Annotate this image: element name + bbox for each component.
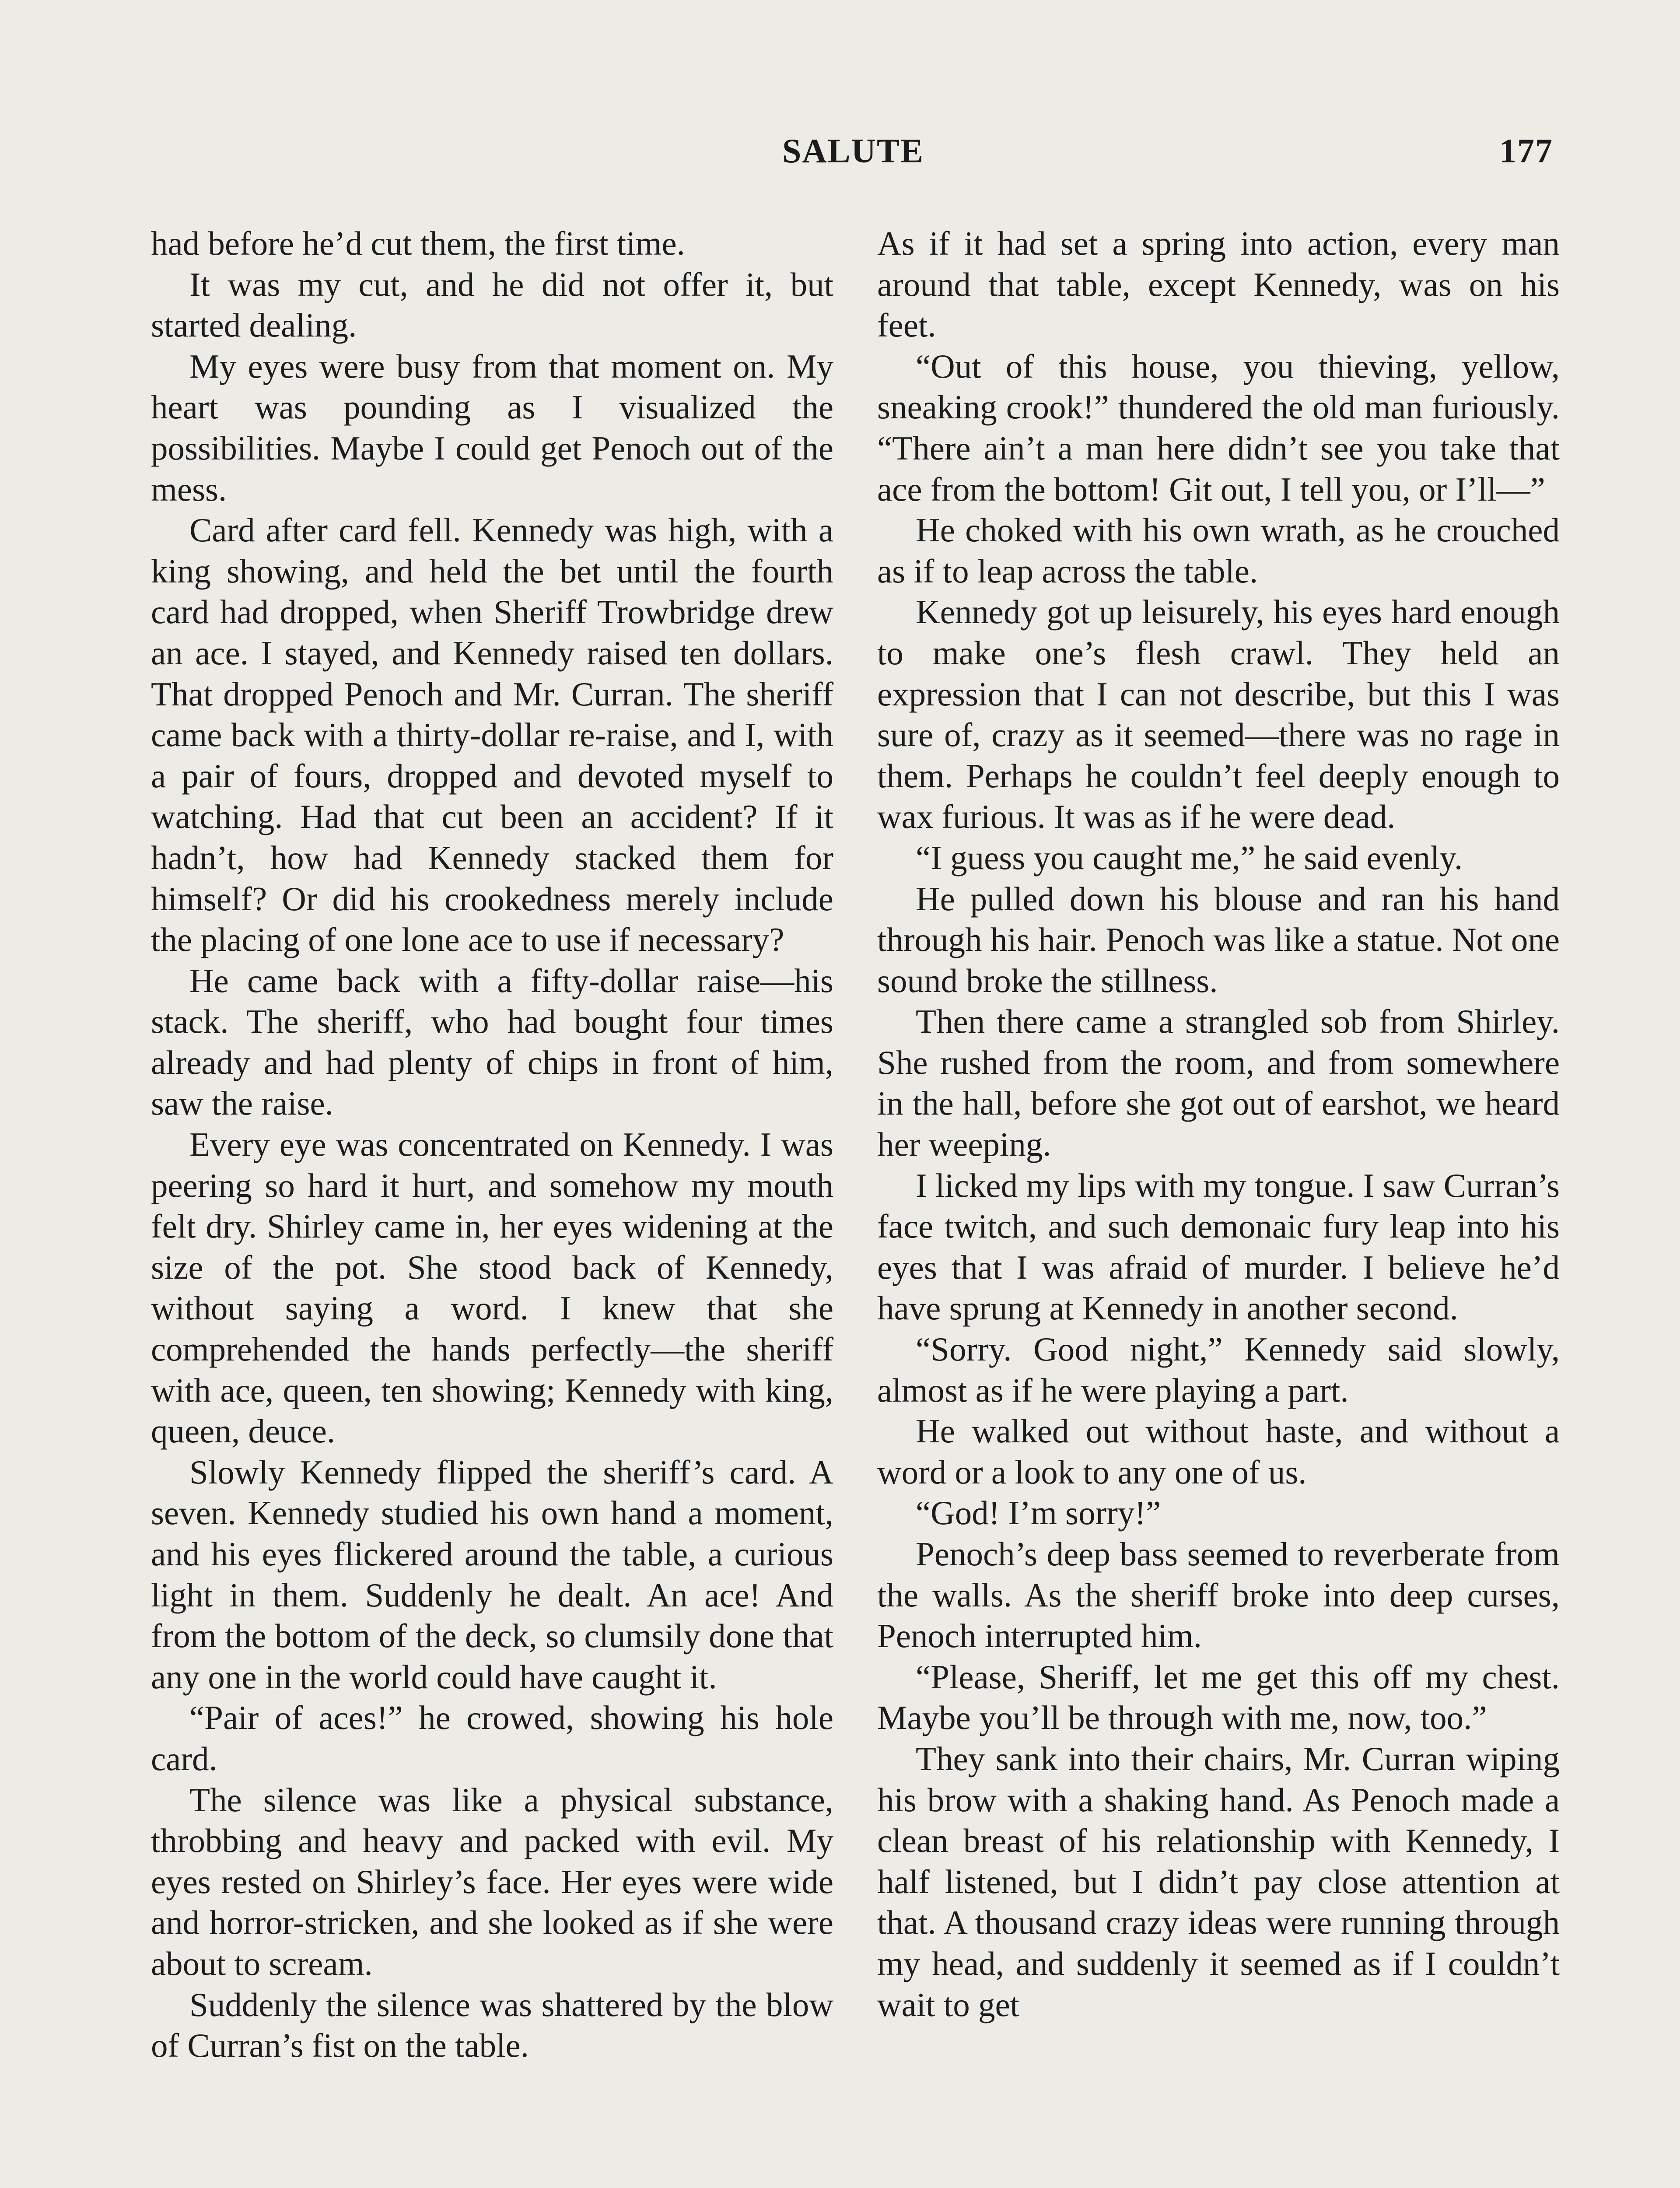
paragraph: Slowly Kennedy flipped the sheriff’s card. A seven. Kennedy studied his own hand a moment, and his eyes flickered around the table, a curious light in them. Suddenly he dealt. An ace! And from the bottom of the deck, so clumsily done that any one in the world could have caught it. <box>151 1453 833 1696</box>
paragraph: He pulled down his blouse and ran his hand through his hair. Penoch was like a statue. Not one sound broke the stillness. <box>877 880 1560 999</box>
left-text-column <box>151 223 833 2066</box>
right-text-column <box>877 223 1560 2025</box>
paragraph: My eyes were busy from that moment on. My heart was pounding as I visualized the possibilities. Maybe I could get Penoch out of the mess. <box>151 347 833 508</box>
paragraph: They sank into their chairs, Mr. Curran wiping his brow with a shaking hand. As Penoch made a clean breast of his relationship with Kennedy, I half listened, but I didn’t pay close attention at that. A thousand crazy ideas were running through my head, and suddenly it seemed as if I couldn’t wait to get <box>877 1739 1560 2023</box>
paragraph: Suddenly the silence was shattered by the blow of Curran’s fist on the table. <box>151 1985 833 2065</box>
paragraph: I licked my lips with my tongue. I saw Curran’s face twitch, and such demonaic fury leap into his eyes that I was afraid of murder. I believe he’d have sprung at Kennedy in another second. <box>877 1166 1560 1327</box>
paragraph: Every eye was concentrated on Kennedy. I was peering so hard it hurt, and somehow my mouth felt dry. Shirley came in, her eyes widening at the size of the pot. She stood back of Kennedy, without saying a word. I knew that she comprehended the hands perfectly—the sheriff with ace, queen, ten showing; Kennedy with king, queen, deuce. <box>151 1126 833 1450</box>
paragraph: Then there came a strangled sob from Shirley. She rushed from the room, and from somewhere in the hall, before she got out of earshot, we heard her weeping. <box>877 1003 1560 1164</box>
paragraph: Penoch’s deep bass seemed to reverberate from the walls. As the sheriff broke into deep curses, Penoch interrupted him. <box>877 1535 1560 1655</box>
page-header <box>153 131 1553 184</box>
paragraph: He walked out without haste, and without a word or a look to any one of us. <box>877 1412 1560 1491</box>
paragraph: “Out of this house, you thieving, yellow, sneaking crook!” thundered the old man furiously. “There ain’t a man here didn’t see you take that ace from the bottom! Git out, I tell you, or I’ll—” <box>877 347 1560 508</box>
paragraph: Kennedy got up leisurely, his eyes hard enough to make one’s flesh crawl. They held an expression that I can not describe, but this I was sure of, crazy as it seemed—there was no rage in them. Perhaps he couldn’t feel deeply enough to wax furious. It was as if he were dead. <box>877 593 1560 836</box>
paragraph: It was my cut, and he did not offer it, but started dealing. <box>151 265 833 344</box>
paragraph: “I guess you caught me,” he said evenly. <box>916 838 1463 877</box>
page-number: 177 <box>1499 132 1553 170</box>
paragraph: He came back with a fifty-dollar raise—his stack. The sheriff, who had bought four times already and had plenty of chips in front of him, saw the raise. <box>151 961 833 1122</box>
paragraph: Card after card fell. Kennedy was high, with a king showing, and held the bet until the fourth card had dropped, when Sheriff Trowbridge drew an ace. I stayed, and Kennedy raised ten dollars. That dropped Penoch and Mr. Curran. The sheriff came back with a thirty-dollar re-raise, and I, with a pair of fours, dropped and devoted myself to watching. Had that cut been an accident? If it hadn’t, how had Kennedy stacked them for himself? Or did his crookedness merely include the placing of one lone ace to use if necessary? <box>151 511 833 959</box>
running-title: SALUTE <box>782 132 924 170</box>
paragraph: He choked with his own wrath, as he crouched as if to leap across the table. <box>877 511 1560 590</box>
paragraph: As if it had set a spring into action, every man around that table, except Kennedy, was on his feet. <box>877 224 1560 344</box>
paragraph: “God! I’m sorry!” <box>916 1494 1161 1532</box>
paragraph: had before he’d cut them, the first time. <box>151 224 685 262</box>
paragraph: “Pair of aces!” he crowed, showing his hole card. <box>151 1699 833 1778</box>
paragraph: “Sorry. Good night,” Kennedy said slowly, almost as if he were playing a part. <box>877 1330 1560 1409</box>
paragraph: The silence was like a physical substance, throbbing and heavy and packed with evil. My eyes rested on Shirley’s face. Her eyes were wide and horror-stricken, and she looked as if she were about to scream. <box>151 1781 833 1982</box>
paragraph: “Please, Sheriff, let me get this off my chest. Maybe you’ll be through with me, now, too.” <box>877 1658 1560 1737</box>
